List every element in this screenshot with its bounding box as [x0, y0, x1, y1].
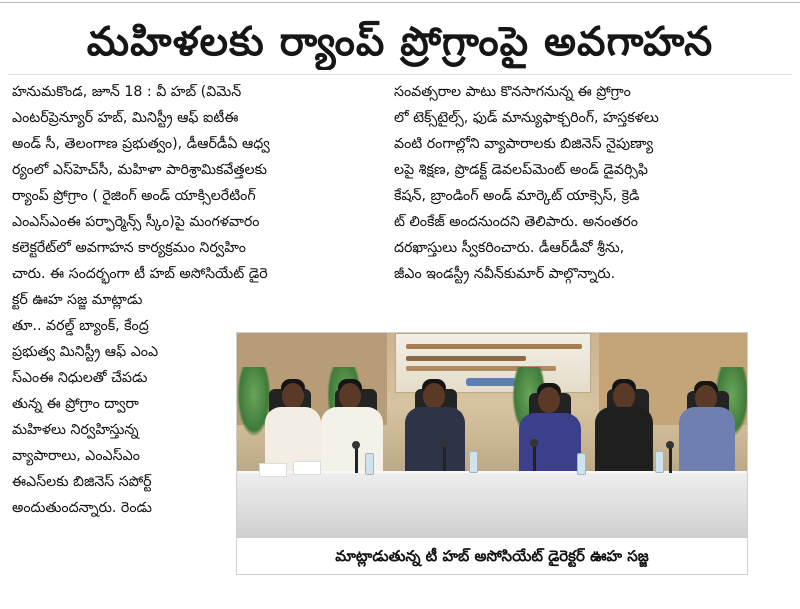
body-line: కేషన్, బ్రాండింగ్ అండ్ మార్కెట్ యాక్సెస్, క్రెడి: [394, 188, 640, 204]
meeting-photo: [237, 333, 748, 538]
body-line: లపై శిక్షణ, ప్రొడక్ట్ డెవలప్‌మెంట్ అండ్ డైవర్సిఫి: [394, 162, 648, 178]
article-headline: మహిళలకు ర్యాంప్ ప్రోగ్రాంపై అవగాహన: [86, 19, 714, 65]
body-line: తున్న ఈ ప్రోగ్రాం ద్వారా: [12, 396, 139, 412]
body-line: జీఎం ఇండస్ట్రీ నవీన్‌కుమార్ పాల్గొన్నారు.: [394, 266, 616, 282]
news-photo-frame: [236, 332, 748, 575]
microphone: [355, 445, 358, 473]
microphone: [443, 443, 446, 471]
body-line: ప్రభుత్వ మినిస్ట్రీ ఆఫ్ ఎంఎ: [12, 344, 159, 360]
body-line: దరఖాస్తులు స్వీకరించారు. డీఆర్‌డీవో శ్రీను,: [394, 240, 625, 256]
top-rule: [0, 2, 800, 3]
body-line: ఈఎస్‌లకు బిజినెస్ సపోర్ట్: [12, 474, 152, 490]
body-line: అందుతుందన్నారు. రెండు: [12, 500, 152, 516]
body-line: ఎంఎస్ఎంఈ పర్ఫార్మెన్స్ స్కీం)పై మంగళవారం: [12, 214, 260, 230]
photo-caption: మాట్లాడుతున్న టీ హబ్ అసోసియేట్ డైరెక్టర్ ఊహ సజ్జ: [237, 538, 747, 574]
body-line: హనుమకొండ, జూన్ 18 : వీ హబ్ (విమెన్: [12, 84, 242, 100]
body-line: వంటి రంగాల్లోని వ్యాపారాలకు బిజినెస్ నైపుణ్యా: [394, 136, 654, 152]
body-line: మహిళలు నిర్వహిస్తున్న: [12, 422, 139, 438]
body-line: స్ఎంఈ నిధులతో చేపడు: [12, 370, 148, 386]
conference-table: [237, 473, 748, 538]
body-line: కలెక్టరేట్‌లో అవగాహన కార్యక్రమం నిర్వహిం: [12, 240, 246, 256]
body-line: తూ.. వరల్డ్ బ్యాంక్, కేంద్ర: [12, 318, 149, 334]
body-line: ట్ లింకేజ్ అందనుందని తెలిపారు. అనంతరం: [394, 214, 638, 230]
body-line: క్టర్ ఊహ సజ్జ మాట్లాడు: [12, 292, 143, 308]
body-line: సంవత్సరాల పాటు కొనసాగనున్న ఈ ప్రోగ్రాం: [394, 84, 631, 100]
body-line: వ్యాపారాలు, ఎంఎస్ఎం: [12, 448, 140, 464]
headline-divider: [8, 74, 792, 75]
body-line: చారు. ఈ సందర్భంగా టీ హబ్ అసోసియేట్ డైరె: [12, 266, 268, 282]
microphone: [669, 445, 672, 473]
microphone: [533, 443, 536, 471]
body-line: లో టెక్స్‌టైల్స్, ఫుడ్ మాన్యుఫాక్చరింగ్, హస్తకళలు: [394, 110, 659, 126]
body-line: ర్యాంప్ ప్రోగ్రాం ( రైజింగ్ అండ్ యాక్సిలరేటింగ్: [12, 188, 256, 204]
body-line: ర్యంలో ఎస్‌హెచ్‌సీ, మహిళా పారిశ్రామికవేత్తలకు: [12, 162, 267, 178]
body-line: అండ్ సీ, తెలంగాణ ప్రభుత్వం), డీఆర్‌డీఏ ఆధ్వ: [12, 136, 270, 152]
body-line: ఎంటర్‌ప్రెన్యూర్ హబ్, మినిస్ట్రీ ఆఫ్ ఐటీఈ: [12, 110, 239, 126]
